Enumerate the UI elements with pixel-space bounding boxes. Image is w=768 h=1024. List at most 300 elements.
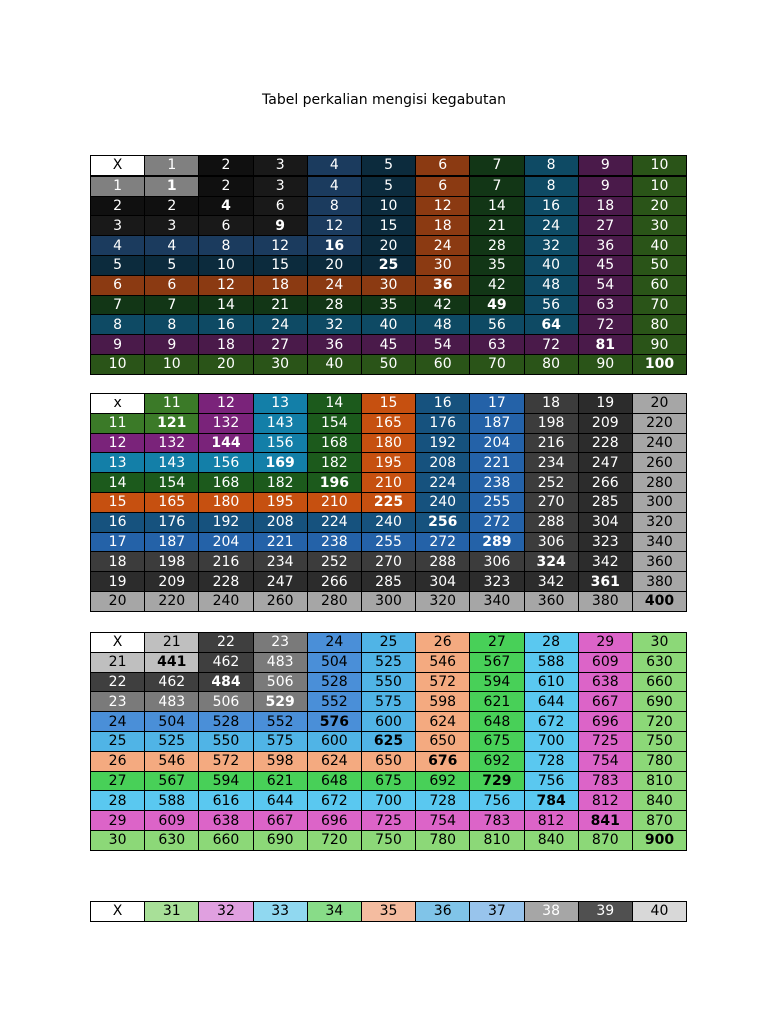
row-header-cell: 21	[91, 652, 145, 672]
product-cell: 5	[361, 176, 415, 196]
product-cell: 16	[199, 315, 253, 335]
product-cell: 12	[199, 275, 253, 295]
table-header-row	[91, 902, 687, 922]
product-cell: 45	[578, 255, 632, 275]
product-cell: 588	[145, 791, 199, 811]
table-header-row	[91, 633, 687, 653]
product-cell: 225	[361, 492, 415, 512]
product-cell: 228	[578, 433, 632, 453]
product-cell: 676	[416, 751, 470, 771]
table-row	[91, 354, 687, 374]
product-cell: 56	[470, 315, 524, 335]
row-header-cell: 6	[91, 275, 145, 295]
product-cell: 288	[416, 552, 470, 572]
product-cell: 285	[361, 572, 415, 592]
corner-cell: x	[91, 394, 145, 414]
product-cell: 247	[578, 453, 632, 473]
product-cell: 20	[361, 236, 415, 256]
corner-cell: X	[91, 633, 145, 653]
row-header-cell: 26	[91, 751, 145, 771]
product-cell: 182	[253, 473, 307, 493]
product-cell: 27	[253, 335, 307, 355]
product-cell: 529	[253, 692, 307, 712]
product-cell: 12	[307, 216, 361, 236]
product-cell: 8	[524, 176, 578, 196]
table-row	[91, 512, 687, 532]
product-cell: 690	[632, 692, 686, 712]
product-cell: 30	[253, 354, 307, 374]
product-cell: 650	[361, 751, 415, 771]
product-cell: 168	[199, 473, 253, 493]
product-cell: 783	[578, 771, 632, 791]
row-header-cell: 29	[91, 811, 145, 831]
column-header-cell: 4	[307, 156, 361, 176]
product-cell: 576	[307, 712, 361, 732]
column-header-cell: 10	[632, 156, 686, 176]
product-cell: 54	[416, 335, 470, 355]
product-cell: 240	[361, 512, 415, 532]
row-header-cell: 18	[91, 552, 145, 572]
product-cell: 100	[632, 354, 686, 374]
column-header-cell: 17	[470, 394, 524, 414]
product-cell: 7	[470, 176, 524, 196]
product-cell: 692	[470, 751, 524, 771]
column-header-cell: 5	[361, 156, 415, 176]
column-header-cell: 15	[361, 394, 415, 414]
column-header-cell: 13	[253, 394, 307, 414]
product-cell: 609	[145, 811, 199, 831]
product-cell: 754	[416, 811, 470, 831]
product-cell: 72	[524, 335, 578, 355]
product-cell: 35	[470, 255, 524, 275]
product-cell: 361	[578, 572, 632, 592]
column-header-cell: 11	[145, 394, 199, 414]
product-cell: 9	[253, 216, 307, 236]
table-row	[91, 712, 687, 732]
table-row	[91, 572, 687, 592]
product-cell: 50	[361, 354, 415, 374]
product-cell: 667	[253, 811, 307, 831]
multiplication-table-31-40	[90, 901, 687, 922]
product-cell: 598	[253, 751, 307, 771]
product-cell: 187	[145, 532, 199, 552]
table-row	[91, 196, 687, 216]
product-cell: 10	[145, 354, 199, 374]
product-cell: 624	[307, 751, 361, 771]
column-header-cell: 33	[253, 902, 307, 922]
product-cell: 224	[416, 473, 470, 493]
product-cell: 80	[524, 354, 578, 374]
column-header-cell: 35	[361, 902, 415, 922]
product-cell: 900	[632, 830, 686, 850]
product-cell: 810	[632, 771, 686, 791]
product-cell: 132	[145, 433, 199, 453]
product-cell: 27	[578, 216, 632, 236]
column-header-cell: 39	[578, 902, 632, 922]
product-cell: 621	[470, 692, 524, 712]
product-cell: 3	[253, 176, 307, 196]
product-cell: 28	[307, 295, 361, 315]
product-cell: 506	[199, 692, 253, 712]
column-header-cell: 1	[145, 156, 199, 176]
product-cell: 90	[632, 335, 686, 355]
product-cell: 756	[524, 771, 578, 791]
table-row	[91, 295, 687, 315]
product-cell: 483	[253, 652, 307, 672]
product-cell: 638	[578, 672, 632, 692]
table-row	[91, 236, 687, 256]
product-cell: 45	[361, 335, 415, 355]
product-cell: 306	[470, 552, 524, 572]
product-cell: 306	[524, 532, 578, 552]
product-cell: 525	[145, 731, 199, 751]
product-cell: 380	[632, 572, 686, 592]
product-cell: 180	[361, 433, 415, 453]
product-cell: 204	[470, 433, 524, 453]
product-cell: 783	[470, 811, 524, 831]
product-cell: 5	[145, 255, 199, 275]
product-cell: 195	[253, 492, 307, 512]
row-header-cell: 4	[91, 236, 145, 256]
product-cell: 728	[416, 791, 470, 811]
column-header-cell: 19	[578, 394, 632, 414]
product-cell: 15	[253, 255, 307, 275]
product-cell: 143	[145, 453, 199, 473]
column-header-cell: 8	[524, 156, 578, 176]
row-header-cell: 17	[91, 532, 145, 552]
product-cell: 36	[578, 236, 632, 256]
product-cell: 342	[524, 572, 578, 592]
product-cell: 221	[470, 453, 524, 473]
product-cell: 342	[578, 552, 632, 572]
product-cell: 270	[524, 492, 578, 512]
column-header-cell: 21	[145, 633, 199, 653]
row-header-cell: 24	[91, 712, 145, 732]
column-header-cell: 14	[307, 394, 361, 414]
product-cell: 272	[416, 532, 470, 552]
product-cell: 42	[470, 275, 524, 295]
row-header-cell: 20	[91, 591, 145, 611]
product-cell: 2	[199, 176, 253, 196]
column-header-cell: 23	[253, 633, 307, 653]
product-cell: 870	[578, 830, 632, 850]
product-cell: 10	[632, 176, 686, 196]
column-header-cell: 18	[524, 394, 578, 414]
product-cell: 196	[307, 473, 361, 493]
column-header-cell: 34	[307, 902, 361, 922]
product-cell: 238	[307, 532, 361, 552]
column-header-cell: 2	[199, 156, 253, 176]
product-cell: 289	[470, 532, 524, 552]
product-cell: 255	[361, 532, 415, 552]
product-cell: 6	[416, 176, 470, 196]
row-header-cell: 2	[91, 196, 145, 216]
product-cell: 60	[632, 275, 686, 295]
product-cell: 10	[361, 196, 415, 216]
row-header-cell: 25	[91, 731, 145, 751]
product-cell: 609	[578, 652, 632, 672]
product-cell: 720	[632, 712, 686, 732]
product-cell: 696	[307, 811, 361, 831]
product-cell: 660	[199, 830, 253, 850]
product-cell: 260	[253, 591, 307, 611]
product-cell: 18	[253, 275, 307, 295]
product-cell: 208	[253, 512, 307, 532]
product-cell: 198	[145, 552, 199, 572]
product-cell: 552	[253, 712, 307, 732]
product-cell: 221	[253, 532, 307, 552]
product-cell: 16	[307, 236, 361, 256]
table-row	[91, 492, 687, 512]
product-cell: 24	[307, 275, 361, 295]
product-cell: 25	[361, 255, 415, 275]
multiplication-table-21-30	[90, 632, 687, 851]
product-cell: 360	[632, 552, 686, 572]
product-cell: 8	[199, 236, 253, 256]
product-cell: 32	[524, 236, 578, 256]
product-cell: 121	[145, 413, 199, 433]
product-cell: 672	[524, 712, 578, 732]
product-cell: 528	[199, 712, 253, 732]
product-cell: 700	[361, 791, 415, 811]
row-header-cell: 10	[91, 354, 145, 374]
row-header-cell: 14	[91, 473, 145, 493]
product-cell: 72	[578, 315, 632, 335]
column-header-cell: 22	[199, 633, 253, 653]
row-header-cell: 7	[91, 295, 145, 315]
multiplication-table-1-10	[90, 155, 687, 375]
product-cell: 696	[578, 712, 632, 732]
table-row	[91, 552, 687, 572]
product-cell: 3	[145, 216, 199, 236]
product-cell: 300	[632, 492, 686, 512]
product-cell: 594	[470, 672, 524, 692]
product-cell: 272	[470, 512, 524, 532]
product-cell: 255	[470, 492, 524, 512]
table-row	[91, 216, 687, 236]
product-cell: 132	[199, 413, 253, 433]
product-cell: 600	[361, 712, 415, 732]
product-cell: 32	[307, 315, 361, 335]
product-cell: 9	[145, 335, 199, 355]
product-cell: 154	[145, 473, 199, 493]
product-cell: 4	[307, 176, 361, 196]
product-cell: 4	[199, 196, 253, 216]
row-header-cell: 28	[91, 791, 145, 811]
product-cell: 187	[470, 413, 524, 433]
column-header-cell: 28	[524, 633, 578, 653]
product-cell: 266	[578, 473, 632, 493]
product-cell: 598	[416, 692, 470, 712]
product-cell: 42	[416, 295, 470, 315]
row-header-cell: 5	[91, 255, 145, 275]
product-cell: 36	[307, 335, 361, 355]
product-cell: 288	[524, 512, 578, 532]
product-cell: 624	[416, 712, 470, 732]
product-cell: 840	[524, 830, 578, 850]
product-cell: 80	[632, 315, 686, 335]
product-cell: 692	[416, 771, 470, 791]
table-row	[91, 811, 687, 831]
product-cell: 320	[632, 512, 686, 532]
row-header-cell: 15	[91, 492, 145, 512]
product-cell: 220	[145, 591, 199, 611]
product-cell: 252	[524, 473, 578, 493]
row-header-cell: 9	[91, 335, 145, 355]
product-cell: 280	[632, 473, 686, 493]
product-cell: 50	[632, 255, 686, 275]
product-cell: 304	[416, 572, 470, 592]
product-cell: 168	[307, 433, 361, 453]
product-cell: 28	[470, 236, 524, 256]
product-cell: 812	[524, 811, 578, 831]
column-header-cell: 29	[578, 633, 632, 653]
product-cell: 6	[253, 196, 307, 216]
product-cell: 600	[307, 731, 361, 751]
product-cell: 546	[145, 751, 199, 771]
product-cell: 30	[361, 275, 415, 295]
product-cell: 567	[145, 771, 199, 791]
product-cell: 220	[632, 413, 686, 433]
product-cell: 630	[145, 830, 199, 850]
row-header-cell: 11	[91, 413, 145, 433]
product-cell: 756	[470, 791, 524, 811]
product-cell: 216	[524, 433, 578, 453]
column-header-cell: 40	[632, 902, 686, 922]
product-cell: 156	[199, 453, 253, 473]
product-cell: 594	[199, 771, 253, 791]
product-cell: 14	[470, 196, 524, 216]
product-cell: 256	[416, 512, 470, 532]
product-cell: 15	[361, 216, 415, 236]
table-row	[91, 473, 687, 493]
product-cell: 7	[145, 295, 199, 315]
product-cell: 210	[307, 492, 361, 512]
product-cell: 18	[416, 216, 470, 236]
product-cell: 70	[470, 354, 524, 374]
product-cell: 210	[361, 473, 415, 493]
product-cell: 14	[199, 295, 253, 315]
product-cell: 525	[361, 652, 415, 672]
product-cell: 48	[524, 275, 578, 295]
product-cell: 621	[253, 771, 307, 791]
product-cell: 228	[199, 572, 253, 592]
product-cell: 2	[145, 196, 199, 216]
product-cell: 176	[145, 512, 199, 532]
product-cell: 143	[253, 413, 307, 433]
product-cell: 780	[632, 751, 686, 771]
table-row	[91, 791, 687, 811]
product-cell: 63	[470, 335, 524, 355]
product-cell: 360	[524, 591, 578, 611]
table-row	[91, 751, 687, 771]
product-cell: 572	[199, 751, 253, 771]
product-cell: 40	[524, 255, 578, 275]
row-header-cell: 22	[91, 672, 145, 692]
product-cell: 550	[199, 731, 253, 751]
product-cell: 506	[253, 672, 307, 692]
product-cell: 750	[632, 731, 686, 751]
row-header-cell: 13	[91, 453, 145, 473]
table-row	[91, 413, 687, 433]
product-cell: 323	[578, 532, 632, 552]
product-cell: 24	[253, 315, 307, 335]
product-cell: 552	[307, 692, 361, 712]
product-cell: 9	[578, 176, 632, 196]
product-cell: 650	[416, 731, 470, 751]
product-cell: 18	[199, 335, 253, 355]
product-cell: 575	[361, 692, 415, 712]
product-cell: 870	[632, 811, 686, 831]
product-cell: 280	[307, 591, 361, 611]
product-cell: 56	[524, 295, 578, 315]
product-cell: 266	[307, 572, 361, 592]
product-cell: 648	[307, 771, 361, 791]
multiplication-table-11-20	[90, 393, 687, 612]
product-cell: 169	[253, 453, 307, 473]
product-cell: 462	[145, 672, 199, 692]
product-cell: 675	[470, 731, 524, 751]
row-header-cell: 3	[91, 216, 145, 236]
product-cell: 54	[578, 275, 632, 295]
product-cell: 728	[524, 751, 578, 771]
product-cell: 400	[632, 591, 686, 611]
row-header-cell: 19	[91, 572, 145, 592]
product-cell: 20	[199, 354, 253, 374]
product-cell: 484	[199, 672, 253, 692]
column-header-cell: 3	[253, 156, 307, 176]
row-header-cell: 1	[91, 176, 145, 196]
product-cell: 672	[307, 791, 361, 811]
row-header-cell: 16	[91, 512, 145, 532]
product-cell: 180	[199, 492, 253, 512]
product-cell: 340	[470, 591, 524, 611]
product-cell: 567	[470, 652, 524, 672]
column-header-cell: 20	[632, 394, 686, 414]
product-cell: 260	[632, 453, 686, 473]
product-cell: 234	[253, 552, 307, 572]
product-cell: 70	[632, 295, 686, 315]
product-cell: 240	[632, 433, 686, 453]
product-cell: 575	[253, 731, 307, 751]
table-row	[91, 591, 687, 611]
column-header-cell: 26	[416, 633, 470, 653]
table-row	[91, 433, 687, 453]
product-cell: 725	[361, 811, 415, 831]
corner-cell: X	[91, 902, 145, 922]
table-row	[91, 692, 687, 712]
product-cell: 182	[307, 453, 361, 473]
row-header-cell: 23	[91, 692, 145, 712]
table-row	[91, 771, 687, 791]
product-cell: 644	[524, 692, 578, 712]
product-cell: 616	[199, 791, 253, 811]
product-cell: 610	[524, 672, 578, 692]
product-cell: 780	[416, 830, 470, 850]
table-row	[91, 255, 687, 275]
column-header-cell: 9	[578, 156, 632, 176]
product-cell: 810	[470, 830, 524, 850]
product-cell: 340	[632, 532, 686, 552]
column-header-cell: 30	[632, 633, 686, 653]
product-cell: 690	[253, 830, 307, 850]
product-cell: 165	[361, 413, 415, 433]
product-cell: 12	[416, 196, 470, 216]
product-cell: 204	[199, 532, 253, 552]
product-cell: 165	[145, 492, 199, 512]
product-cell: 550	[361, 672, 415, 692]
product-cell: 729	[470, 771, 524, 791]
